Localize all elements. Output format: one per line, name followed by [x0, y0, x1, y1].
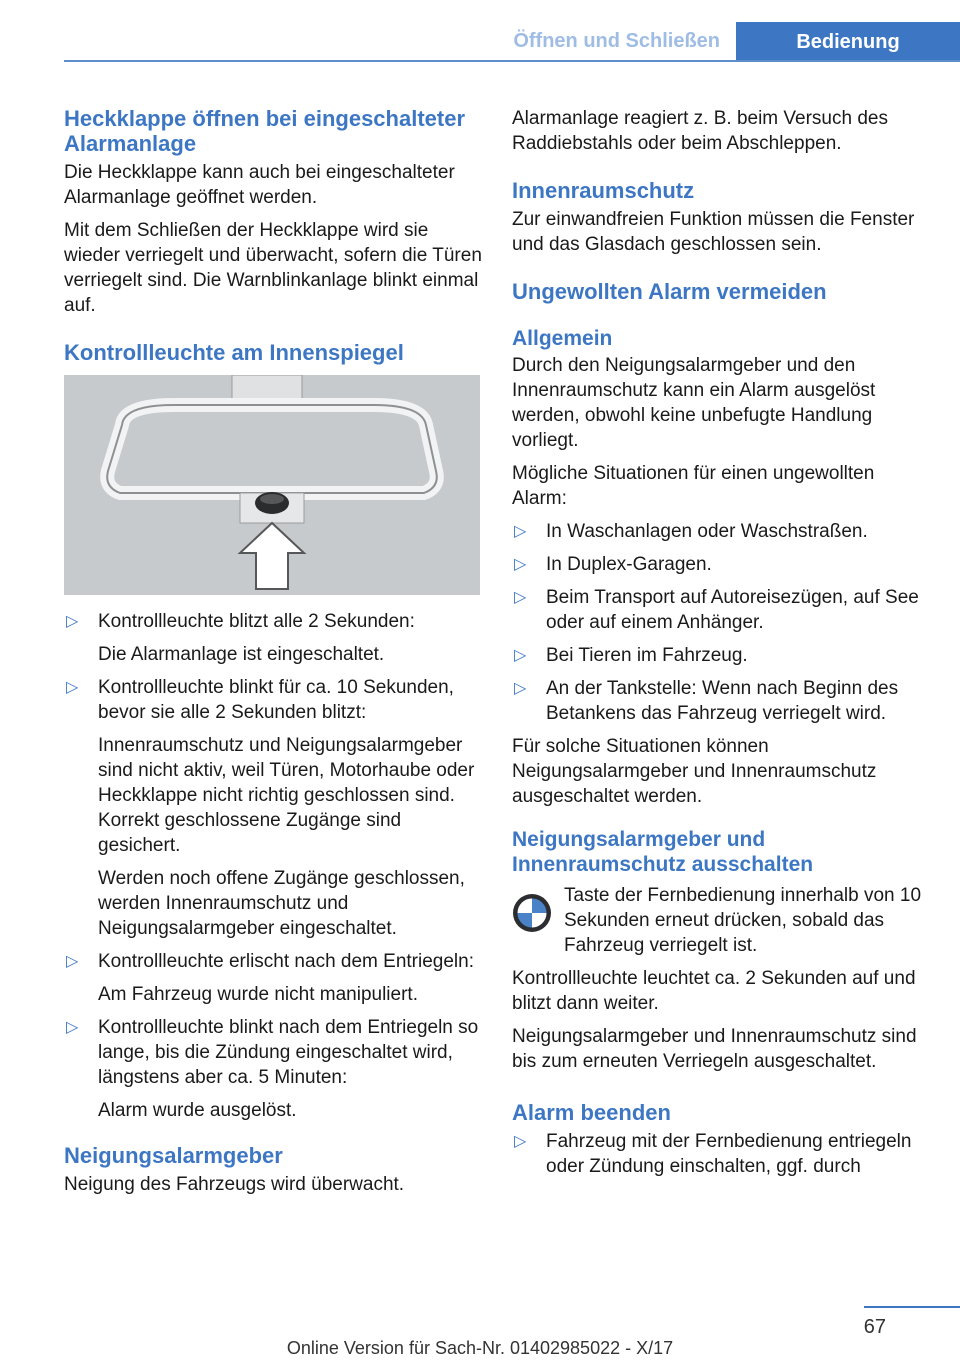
- key-instruction-text: Taste der Fernbedienung innerhalb von 10 Sekunden erneut drücken, sobald das Fahrzeug verriegelt ist.: [564, 885, 922, 956]
- alarm-end-list: [512, 1129, 930, 1179]
- list-item-text: Fahrzeug mit der Fernbedienung entriegeln oder Zündung einschalten, ggf. durch: [546, 1131, 912, 1177]
- triangle-bullet-icon: ▷: [514, 680, 527, 697]
- list-item-detail: Werden noch offene Zugänge geschlossen, werden Innenraumschutz und Neigungsalarmgeber eingeschaltet.: [98, 868, 465, 939]
- heading-alarm-beenden: Alarm beenden: [512, 1100, 671, 1125]
- triangle-bullet-icon: ▷: [514, 1133, 527, 1150]
- list-item: [64, 609, 482, 667]
- list-item-text: In Waschanlagen oder Waschstraßen.: [546, 521, 868, 542]
- paragraph: Die Heckklappe kann auch bei eingeschalteter Alarmanlage geöffnet werden.: [64, 162, 455, 208]
- triangle-bullet-icon: ▷: [514, 589, 527, 606]
- list-item-text: Kontrollleuchte blinkt nach dem Entriegeln so lange, bis die Zündung eingeschaltet wird, längstens aber ca. 5 Minuten:: [98, 1017, 479, 1088]
- indicator-states-list: [64, 609, 482, 1123]
- triangle-bullet-icon: ▷: [514, 523, 527, 540]
- paragraph: Zur einwandfreien Funktion müssen die Fenster und das Glasdach geschlossen sein.: [512, 209, 915, 255]
- list-item: [512, 643, 930, 668]
- paragraph: Mögliche Situationen für einen ungewollten Alarm:: [512, 463, 875, 509]
- paragraph: Alarmanlage reagiert z. B. beim Versuch des Raddiebstahls oder beim Abschleppen.: [512, 108, 888, 154]
- list-item-text: An der Tankstelle: Wenn nach Beginn des Betankens das Fahrzeug verriegelt wird.: [546, 678, 899, 724]
- list-item-detail: Am Fahrzeug wurde nicht manipuliert.: [98, 984, 418, 1005]
- paragraph: Neigungsalarmgeber und Innenraumschutz sind bis zum erneuten Verriegeln ausgeschaltet.: [512, 1026, 917, 1072]
- right-column: [512, 100, 930, 1187]
- list-item-text: In Duplex-Garagen.: [546, 554, 712, 575]
- heading-heckklappe: Heckklappe öffnen bei eingeschalteter Alarmanlage: [64, 106, 466, 156]
- list-item-detail: Alarm wurde ausgelöst.: [98, 1100, 297, 1121]
- list-item: [512, 676, 930, 726]
- paragraph: Neigung des Fahrzeugs wird überwacht.: [64, 1174, 405, 1195]
- list-item-detail: Die Alarmanlage ist eingeschaltet.: [98, 644, 385, 665]
- header-section-title: Öffnen und Schließen: [513, 30, 720, 52]
- page-header: [0, 0, 960, 62]
- heading-allgemein: Allgemein: [512, 327, 613, 350]
- list-item: [64, 949, 482, 1007]
- triangle-bullet-icon: ▷: [66, 953, 79, 970]
- triangle-bullet-icon: ▷: [66, 1019, 79, 1036]
- heading-ausschalten: Neigungsalarmgeber und Innenraumschutz ausschalten: [512, 828, 814, 876]
- paragraph: Kontrollleuchte leuchtet ca. 2 Sekunden auf und blitzt dann weiter.: [512, 968, 916, 1014]
- left-column: [64, 100, 482, 1205]
- triangle-bullet-icon: ▷: [66, 613, 79, 630]
- paragraph: Mit dem Schließen der Heckklappe wird sie wieder verriegelt und überwacht, sofern die Türen verriegelt sind. Die Warnblinkanlage blinkt einmal auf.: [64, 220, 482, 316]
- paragraph: Durch den Neigungsalarmgeber und den Innenraumschutz kann ein Alarm ausgelöst werden, obwohl keine unbefugte Handlung vorliegt.: [512, 355, 876, 451]
- key-instruction: [512, 883, 930, 958]
- list-item: [512, 552, 930, 577]
- footer-rule: [864, 1306, 960, 1308]
- rearview-mirror-illustration: [64, 375, 480, 595]
- list-item-text: Kontrollleuchte blinkt für ca. 10 Sekunden, bevor sie alle 2 Sekunden blitzt:: [98, 677, 454, 723]
- list-item-text: Kontrollleuchte erlischt nach dem Entriegeln:: [98, 951, 474, 972]
- mirror-figure: [64, 375, 480, 595]
- list-item-text: Bei Tieren im Fahrzeug.: [546, 645, 748, 666]
- heading-neigungsalarmgeber: Neigungsalarmgeber: [64, 1143, 283, 1168]
- heading-innenraumschutz: Innenraumschutz: [512, 178, 695, 203]
- header-rule: [64, 60, 960, 62]
- list-item-detail: Innenraumschutz und Neigungsalarmgeber sind nicht aktiv, weil Türen, Motorhaube oder Heckklappe nicht richtig geschlossen sind. Korrekt geschlossene Zugänge sind gesichert.: [98, 735, 475, 856]
- page-number: 67: [863, 1316, 886, 1338]
- list-item: [512, 519, 930, 544]
- triangle-bullet-icon: ▷: [514, 556, 527, 573]
- list-item-text: Kontrollleuchte blitzt alle 2 Sekunden:: [98, 611, 415, 632]
- footer-online-version: Online Version für Sach-Nr. 01402985022 - X/17: [286, 1338, 674, 1358]
- triangle-bullet-icon: ▷: [66, 679, 79, 696]
- paragraph: Für solche Situationen können Neigungsalarmgeber und Innenraumschutz ausgeschaltet werden.: [512, 736, 877, 807]
- list-item: [64, 1015, 482, 1123]
- situations-list: [512, 519, 930, 726]
- bmw-key-lock-icon: [512, 893, 552, 933]
- heading-kontrollleuchte: Kontrollleuchte am Innenspiegel: [64, 340, 404, 365]
- heading-ungewollten-alarm: Ungewollten Alarm vermeiden: [512, 279, 827, 304]
- list-item: [512, 1129, 930, 1179]
- triangle-bullet-icon: ▷: [514, 647, 527, 664]
- list-item: [64, 675, 482, 941]
- header-chapter-tab: Bedienung: [736, 22, 960, 62]
- list-item: [512, 585, 930, 635]
- list-item-text: Beim Transport auf Autoreisezügen, auf See oder auf einem Anhänger.: [546, 587, 919, 633]
